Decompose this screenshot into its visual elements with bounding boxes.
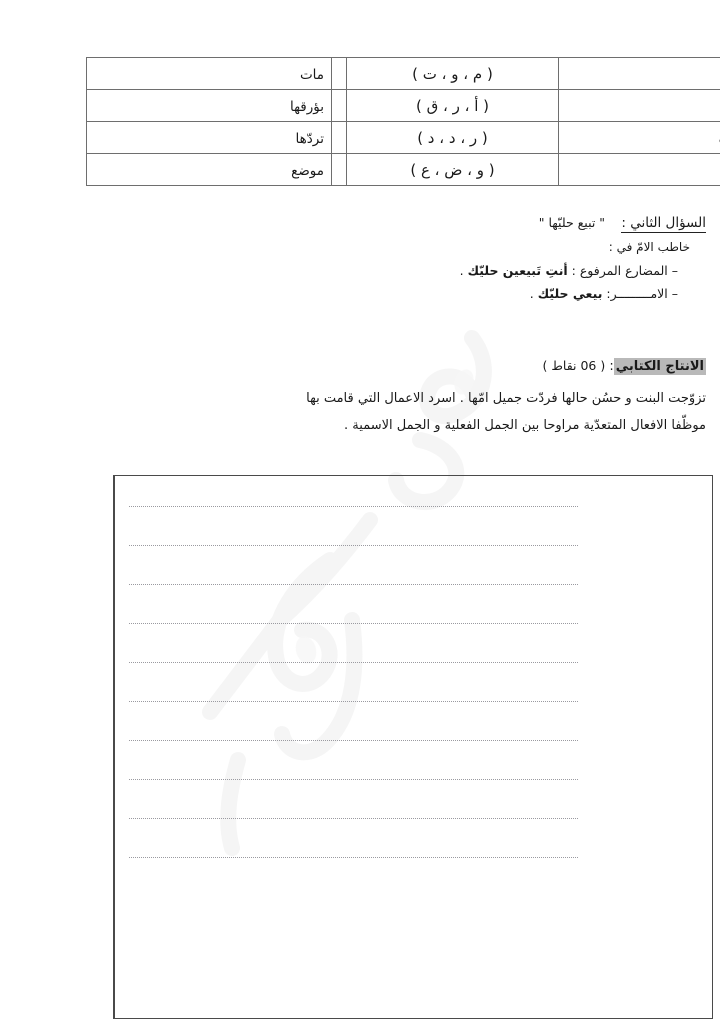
answer-line[interactable]: [129, 623, 578, 624]
written-production-colon: :: [609, 359, 614, 374]
answer-lines: [129, 506, 578, 896]
answer-mudari-prefix: – المضارع المرفوع :: [571, 263, 678, 278]
cell-blank[interactable]: [332, 58, 347, 90]
answer-line[interactable]: [129, 662, 578, 663]
answer-writing-area[interactable]: [114, 476, 586, 1018]
cell-word: مات: [87, 58, 332, 90]
cell-blank[interactable]: [332, 154, 347, 186]
cell-word: بؤرقها: [87, 90, 332, 122]
cell-word: تردّها: [87, 122, 332, 154]
question-two-quote: " تبيع حليّها ": [538, 215, 606, 230]
cell-verb-type: [559, 90, 720, 122]
written-production-prompt: [6, 386, 706, 439]
prompt-line-1: تزوّجت البنت و حسُن حالها فردّت جميل امّها . اسرد الاعمال التي قامت بها: [306, 391, 706, 406]
question-two-section: [6, 215, 706, 309]
answer-amr: [6, 286, 706, 301]
table-row: [87, 90, 720, 122]
written-production-points: ( 06 نقاط ): [542, 358, 606, 373]
question-two-label: السؤال الثاني :: [621, 215, 706, 231]
answer-line[interactable]: [129, 779, 578, 780]
answer-line[interactable]: [129, 701, 578, 702]
cell-root-letters: ( ر ، د ، د ): [347, 122, 559, 154]
cell-root-letters: ( م ، و ، ت ): [347, 58, 559, 90]
answer-amr-prefix: – الامـــــــــر:: [606, 286, 678, 301]
answer-box: [113, 475, 713, 1019]
answer-line[interactable]: [129, 740, 578, 741]
answer-mudari-value: أنتِ تَبيعين حليّك: [467, 263, 568, 278]
cell-verb-type: [559, 154, 720, 186]
table-row: [87, 58, 720, 90]
answer-mudari: [6, 263, 706, 278]
answer-amr-value: بيعي حليّك: [537, 286, 603, 301]
answer-mudari-period: .: [459, 263, 464, 278]
cell-verb-type: [559, 58, 720, 90]
question-two-title: [6, 215, 706, 231]
written-production-header: [6, 358, 706, 374]
cell-root-letters: ( و ، ض ، ع ): [347, 154, 559, 186]
answer-line[interactable]: [129, 857, 578, 858]
cell-verb-type: [559, 122, 720, 154]
answer-side-column[interactable]: [585, 476, 712, 1018]
table-row: [87, 122, 720, 154]
written-production-title: الانتاج الكتابي: [615, 359, 704, 374]
answer-line[interactable]: [129, 545, 578, 546]
answer-line[interactable]: [129, 506, 578, 507]
answer-line[interactable]: [129, 818, 578, 819]
root-letters-table: [86, 57, 720, 186]
answer-line[interactable]: [129, 584, 578, 585]
prompt-line-2: موظّفا الافعال المتعدّية مراوحا بين الجمل الفعلية و الجمل الاسمية .: [344, 417, 706, 433]
cell-root-letters: ( أ ، ر ، ق ): [347, 90, 559, 122]
question-two-instruction: خاطب الامّ في :: [608, 240, 690, 254]
answer-amr-period: .: [529, 286, 534, 301]
table-row: [87, 154, 720, 186]
written-production-section: [6, 358, 706, 439]
cell-blank[interactable]: [332, 90, 347, 122]
cell-word: موضع: [87, 154, 332, 186]
cell-blank[interactable]: [332, 122, 347, 154]
